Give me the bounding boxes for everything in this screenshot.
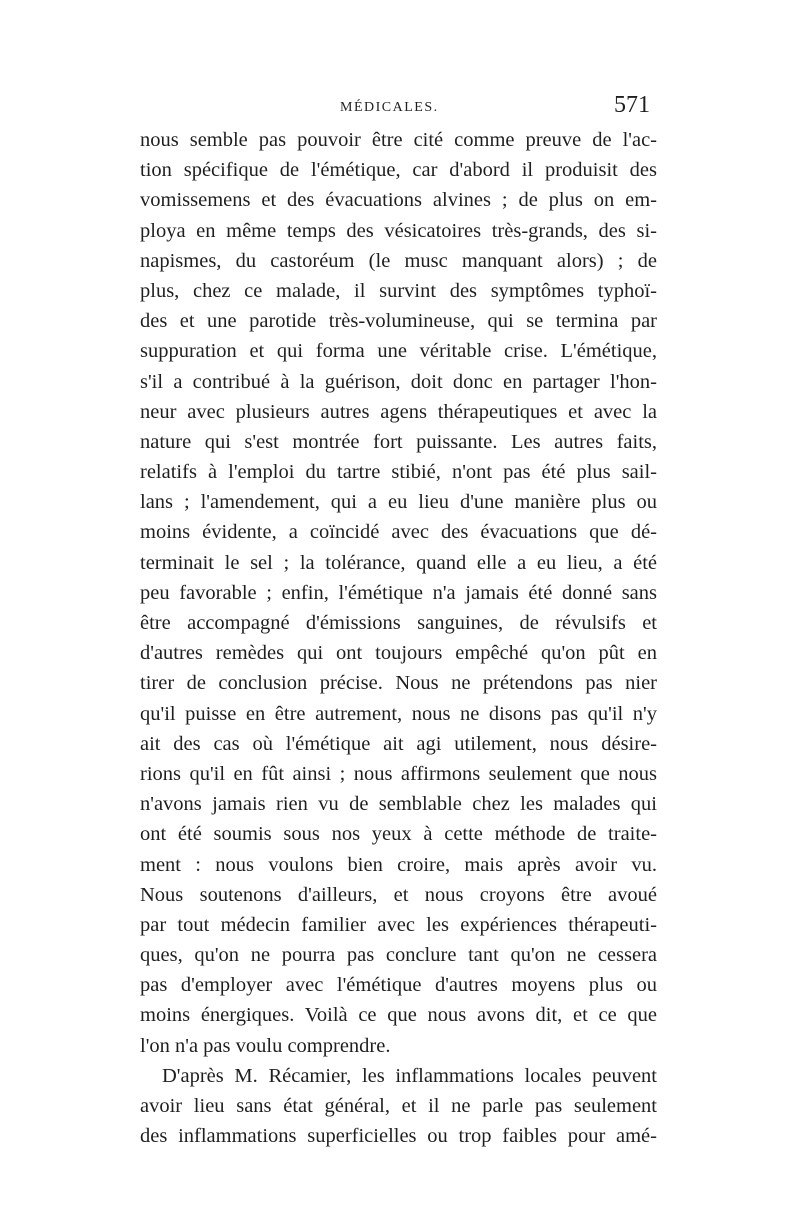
text-line: ait des cas où l'émétique ait agi utilement, nous désire- <box>140 732 657 755</box>
running-head <box>0 92 800 122</box>
text-line: peu favorable ; enfin, l'émétique n'a jamais été donné sans <box>140 581 657 604</box>
text-line: vomissemens et des évacuations alvines ; de plus on em- <box>140 189 657 212</box>
text-line: tion spécifique de l'émétique, car d'abord il produisit des <box>140 159 657 182</box>
text-line: relatifs à l'emploi du tartre stibié, n'ont pas été plus sail- <box>140 461 657 484</box>
text-line: d'autres remèdes qui ont toujours empêché qu'on pût en <box>140 642 657 665</box>
text-line: rions qu'il en fût ainsi ; nous affirmons seulement que nous <box>140 762 657 785</box>
text-line: ment : nous voulons bien croire, mais après avoir vu. <box>140 853 657 876</box>
text-line: s'il a contribué à la guérison, doit donc en partager l'hon- <box>140 370 657 393</box>
text-line: par tout médecin familier avec les expériences thérapeuti- <box>140 913 657 936</box>
text-line: napismes, du castoréum (le musc manquant alors) ; de <box>140 249 657 272</box>
text-line: ques, qu'on ne pourra pas conclure tant qu'on ne cessera <box>140 944 657 967</box>
text-line: ont été soumis sous nos yeux à cette méthode de traite- <box>140 823 657 846</box>
text-line: lans ; l'amendement, qui a eu lieu d'une manière plus ou <box>140 491 657 514</box>
text-line: pas d'employer avec l'émétique d'autres moyens plus ou <box>140 974 657 997</box>
running-title: MÉDICALES. <box>340 100 439 115</box>
text-line: Nous soutenons d'ailleurs, et nous croyons être avoué <box>140 883 657 906</box>
paragraph-end-line: l'on n'a pas voulu comprendre. <box>140 1034 391 1057</box>
text-line: moins énergiques. Voilà ce que nous avons dit, et ce que <box>140 1004 657 1027</box>
text-line: plus, chez ce malade, il survint des symptômes typhoï- <box>140 279 657 302</box>
text-line: tirer de conclusion précise. Nous ne prétendons pas nier <box>140 672 657 695</box>
text-line: des inflammations superficielles ou trop faibles pour amé- <box>140 1125 657 1148</box>
text-line: nature qui s'est montrée fort puissante. Les autres faits, <box>140 430 657 453</box>
page-number: 571 <box>614 92 650 118</box>
text-line: moins évidente, a coïncidé avec des évacuations que dé- <box>140 521 657 544</box>
paragraph-start-line: D'après M. Récamier, les inflammations locales peuvent <box>162 1064 657 1087</box>
text-line: terminait le sel ; la tolérance, quand elle a eu lieu, a été <box>140 551 657 574</box>
text-line: des et une parotide très-volumineuse, qui se termina par <box>140 310 657 333</box>
text-line: qu'il puisse en être autrement, nous ne disons pas qu'il n'y <box>140 702 657 725</box>
text-line: neur avec plusieurs autres agens thérapeutiques et avec la <box>140 400 657 423</box>
text-body <box>140 125 657 1151</box>
text-line: n'avons jamais rien vu de semblable chez les malades qui <box>140 793 657 816</box>
text-line: avoir lieu sans état général, et il ne parle pas seulement <box>140 1095 657 1117</box>
text-line: suppuration et qui forma une véritable crise. L'émétique, <box>140 340 657 363</box>
text-line: être accompagné d'émissions sanguines, de révulsifs et <box>140 612 657 634</box>
text-line: ploya en même temps des vésicatoires très-grands, des si- <box>140 219 657 242</box>
text-line: nous semble pas pouvoir être cité comme preuve de l'ac- <box>140 129 657 151</box>
